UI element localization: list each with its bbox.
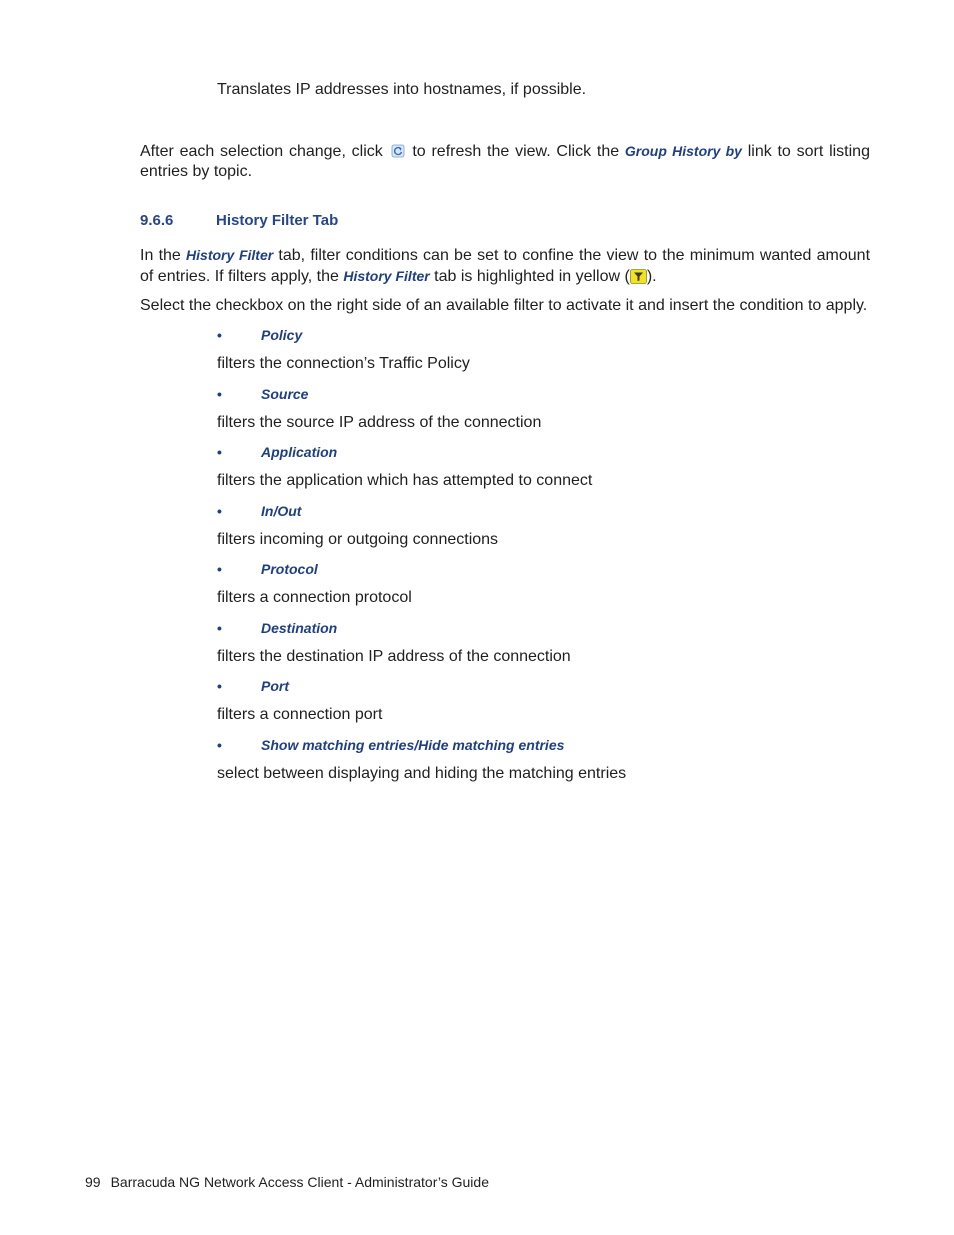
filter-name: Protocol: [261, 561, 318, 577]
filter-description: filters a connection port: [217, 706, 383, 723]
filter-name: Show matching entries/Hide matching entries: [261, 737, 565, 753]
group-history-by-link[interactable]: Group History by: [624, 143, 742, 159]
footer-title: Barracuda NG Network Access Client - Administrator’s Guide: [110, 1174, 489, 1190]
page-number: 99: [85, 1174, 101, 1190]
filter-description: filters the application which has attempted to connect: [217, 472, 593, 489]
filter-name: Application: [261, 444, 338, 460]
bullet: •: [217, 444, 222, 460]
history-filter-ref-1: History Filter: [186, 247, 274, 263]
filter-item: [217, 326, 302, 344]
filter-description: filters the connection’s Traffic Policy: [217, 355, 470, 372]
filter-name: In/Out: [261, 503, 302, 519]
filter-text-4: ).: [646, 268, 657, 285]
bullet: •: [217, 620, 222, 636]
bullet: •: [217, 678, 222, 694]
intro-text: Translates IP addresses into hostnames, if possible.: [217, 81, 587, 98]
filter-name: Port: [261, 678, 289, 694]
page-footer: [85, 1173, 489, 1191]
bullet: •: [217, 561, 222, 577]
section-number: 9.6.6: [140, 212, 174, 229]
filter-item: [217, 443, 337, 461]
bullet: •: [217, 503, 222, 519]
filter-item: [217, 560, 318, 578]
select-paragraph: Select the checkbox on the right side of an available filter to activate it and insert the condition to apply.: [140, 297, 868, 314]
filter-paragraph: [140, 245, 870, 287]
section-title: History Filter Tab: [216, 212, 339, 229]
refresh-text-3: link to sort listing entries by topic.: [140, 143, 870, 180]
filter-item: [217, 619, 337, 637]
filter-item: [217, 502, 301, 520]
refresh-icon: [391, 144, 405, 158]
history-filter-ref-2: History Filter: [343, 268, 430, 284]
filter-icon: [630, 269, 647, 284]
bullet: •: [217, 737, 222, 753]
filter-item: [217, 385, 308, 403]
refresh-text-1: After each selection change, click: [140, 143, 383, 160]
bullet: •: [217, 327, 222, 343]
filter-description: filters the destination IP address of the connection: [217, 648, 571, 665]
bullet: •: [217, 386, 222, 402]
filter-item: [217, 677, 289, 695]
filter-name: Source: [261, 386, 309, 402]
filter-description: select between displaying and hiding the matching entries: [217, 765, 627, 782]
filter-item: [217, 736, 564, 754]
filter-name: Policy: [261, 327, 303, 343]
refresh-paragraph: [140, 141, 870, 182]
filter-name: Destination: [261, 620, 338, 636]
filter-description: filters a connection protocol: [217, 589, 412, 606]
refresh-text-2: to refresh the view. Click the: [412, 143, 620, 160]
filter-text-1: In the: [140, 247, 181, 264]
section-heading: [140, 211, 338, 231]
filter-text-2: tab, filter conditions can be set to confine the view to the minimum wanted amount of entries. If filters apply, the: [140, 247, 871, 285]
filter-description: filters incoming or outgoing connections: [217, 531, 499, 548]
filter-text-3: tab is highlighted in yellow (: [434, 268, 630, 285]
filter-description: filters the source IP address of the connection: [217, 414, 542, 431]
